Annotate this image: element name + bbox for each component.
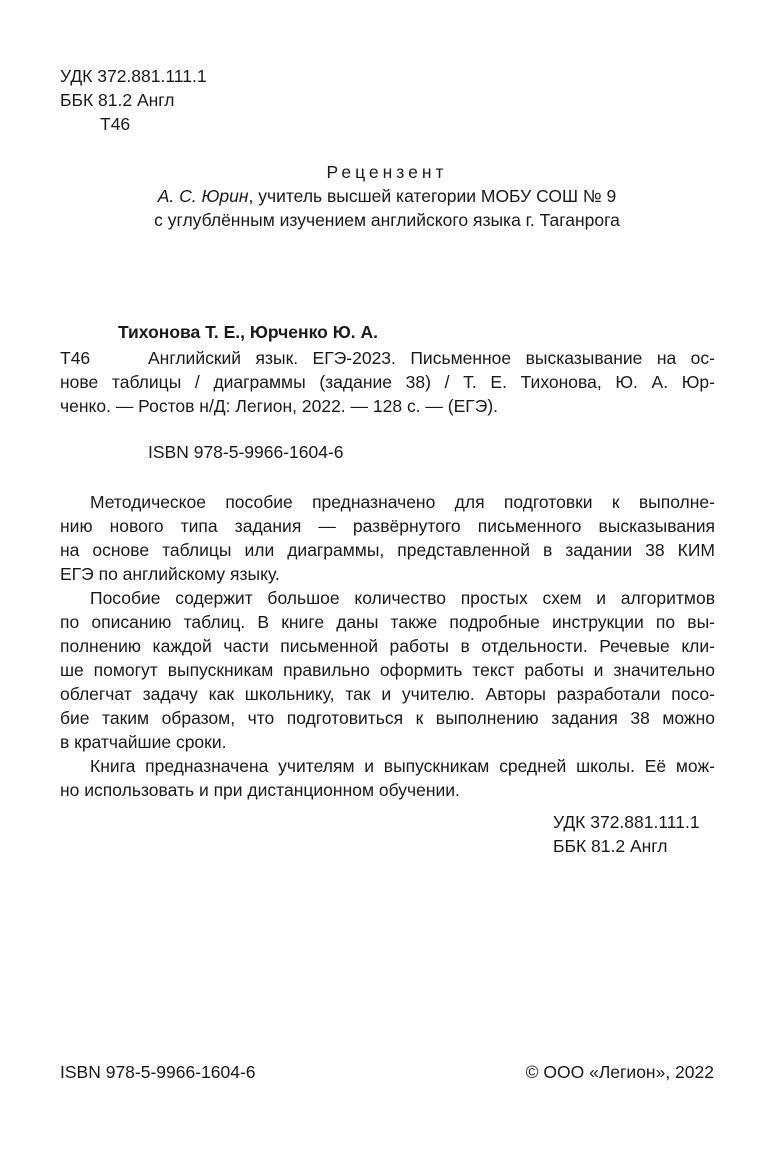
header-author-code: Т46	[100, 114, 131, 134]
annotation-line: но использовать и при дистанционном обучении.	[60, 780, 460, 800]
annotation-paragraph-2	[60, 586, 715, 754]
bib-code: Т46	[60, 348, 91, 368]
bib-isbn: ISBN 978-5-9966-1604-6	[148, 442, 344, 462]
annotation-line: ше помогут выпускникам правильно оформить текст работы и значительно	[60, 660, 715, 680]
annotation-line: Методическое пособие предназначено для подготовки к выполне-	[90, 492, 715, 512]
annotation-line: Пособие содержит большое количество простых схем и алгоритмов	[90, 588, 715, 608]
annotation-line: по описанию таблиц. В книге даны также подробные инструкции по вы-	[60, 612, 715, 632]
footer-copyright: © ООО «Легион», 2022	[525, 1062, 714, 1082]
bib-line: Английский язык. ЕГЭ-2023. Письменное высказывание на ос-	[148, 348, 715, 368]
classification-bbk: ББК 81.2 Англ	[553, 836, 668, 856]
classification-udk: УДК 372.881.111.1	[553, 812, 700, 832]
annotation-line: нию нового типа задания — развёрнутого письменного высказывания	[60, 516, 715, 536]
header-udk: УДК 372.881.111.1	[60, 66, 207, 86]
annotation-line: на основе таблицы или диаграммы, представленной в задании 38 КИМ	[60, 540, 715, 560]
reviewer-name: А. С. Юрин	[157, 186, 249, 206]
reviewer-line-2: с углублённым изучением английского языка г. Таганрога	[154, 210, 620, 230]
bib-authors: Тихонова Т. Е., Юрченко Ю. А.	[118, 322, 378, 342]
reviewer-block	[0, 160, 774, 184]
reviewer-position: , учитель высшей категории МОБУ СОШ № 9	[248, 186, 617, 206]
annotation-line: бие таким образом, что подготовиться к выполнению задания 38 можно	[60, 708, 715, 728]
annotation-line: полнению каждой части письменной работы в отдельности. Речевые кли-	[60, 636, 715, 656]
bib-description	[148, 346, 715, 370]
bib-description-cont	[60, 370, 715, 418]
header-bbk: ББК 81.2 Англ	[60, 90, 175, 110]
annotation-paragraph-3	[60, 754, 715, 802]
annotation-paragraph-1	[60, 490, 715, 586]
annotation-line: Книга предназначена учителям и выпускникам средней школы. Её мож-	[90, 756, 715, 776]
annotation-line: облегчат задачу как школьнику, так и учителю. Авторы разработали посо-	[60, 684, 715, 704]
reviewer-line-1	[0, 184, 774, 208]
bib-line: ченко. — Ростов н/Д: Легион, 2022. — 128 с. — (ЕГЭ).	[60, 396, 499, 416]
reviewer-title: Рецензент	[326, 162, 448, 182]
footer-isbn: ISBN 978-5-9966-1604-6	[60, 1062, 256, 1082]
annotation-line: ЕГЭ по английскому языку.	[60, 564, 280, 584]
annotation-line: в кратчайшие сроки.	[60, 732, 227, 752]
bib-line: нове таблицы / диаграммы (задание 38) / Т. Е. Тихонова, Ю. А. Юр-	[60, 372, 715, 392]
